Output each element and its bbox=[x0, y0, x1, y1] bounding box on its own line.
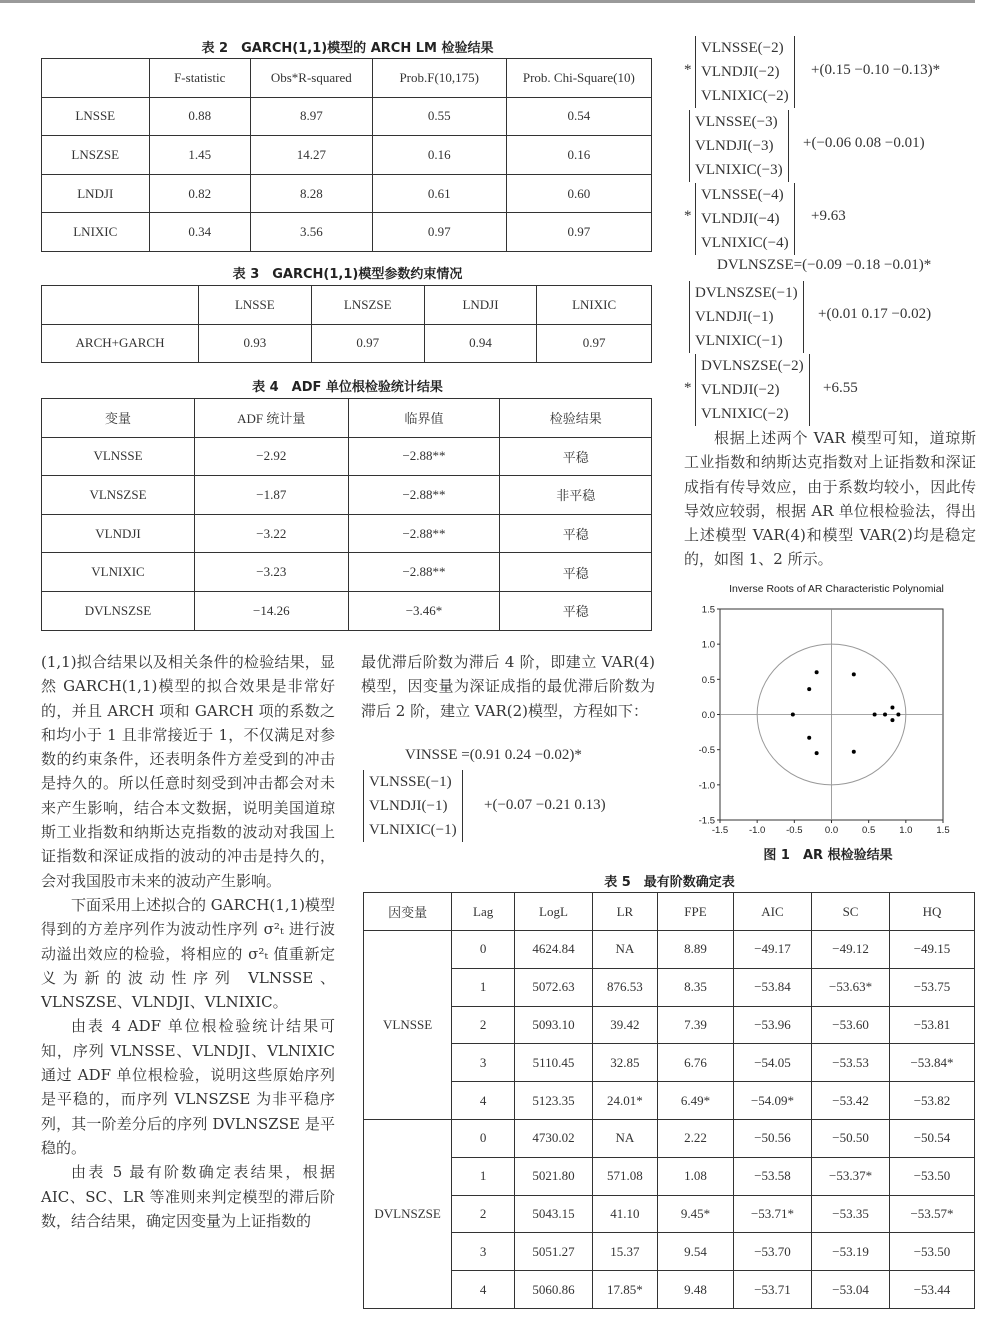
x-tick-label: 1.5 bbox=[936, 825, 950, 836]
matrix-entry: DVLNSZSE(−1) bbox=[695, 285, 798, 301]
x-tick-label: -1.0 bbox=[748, 825, 766, 836]
table-row bbox=[364, 1006, 975, 1044]
column-header: 变量 bbox=[42, 399, 195, 438]
table-cell: 876.53 bbox=[592, 968, 657, 1006]
table-cell: 0.97 bbox=[311, 324, 424, 363]
x-tick-label: -0.5 bbox=[786, 825, 803, 836]
x-tick-label: -1.5 bbox=[711, 825, 729, 836]
table-row bbox=[42, 174, 652, 213]
ar-root-point bbox=[807, 736, 811, 740]
left-paragraph: 下面采用上述拟合的 GARCH(1,1)模型得到的方差序列作为波动性序列 σ²ₜ 进行波动溢出效应的检验，将相应的 σ²ₜ 值重新定义为新的波动性序列 VLNSSE、VLNSZSE、VLNDJI、VLNIXIC。 bbox=[41, 895, 335, 1012]
ar-root-point bbox=[807, 687, 811, 691]
matrix-lag1 bbox=[363, 770, 463, 842]
table-header-row bbox=[42, 59, 652, 98]
matrix-dv-lag1 bbox=[689, 281, 804, 353]
row-label: LNIXIC bbox=[42, 213, 150, 252]
table-cell: −53.63* bbox=[812, 968, 890, 1006]
table-row bbox=[364, 931, 975, 969]
ar-root-point bbox=[815, 751, 819, 755]
table-cell: 1 bbox=[452, 968, 515, 1006]
table-cell: 0.61 bbox=[372, 174, 506, 213]
table-cell: 8.28 bbox=[250, 174, 372, 213]
table-cell: 平稳 bbox=[500, 514, 652, 553]
group-label: DVLNSZSE bbox=[364, 1119, 452, 1308]
table-cell: −53.58 bbox=[733, 1157, 811, 1195]
table-row bbox=[42, 97, 652, 136]
table-cell: −53.82 bbox=[890, 1082, 975, 1120]
top-rule bbox=[0, 0, 975, 3]
table-cell: 5043.15 bbox=[515, 1195, 593, 1233]
table-header-row bbox=[364, 893, 975, 931]
table-cell: −53.42 bbox=[812, 1082, 890, 1120]
table-row bbox=[364, 1044, 975, 1082]
column-header: Lag bbox=[452, 893, 515, 931]
matrix-lag2-coef: +(0.15 −0.10 −0.13)* bbox=[811, 62, 941, 78]
row-label: LNDJI bbox=[42, 174, 150, 213]
table-cell: 0.88 bbox=[149, 97, 250, 136]
table-cell: −53.84* bbox=[890, 1044, 975, 1082]
column-header: LNSSE bbox=[199, 286, 312, 325]
table-cell: 0 bbox=[452, 931, 515, 969]
matrix-lag4 bbox=[695, 183, 795, 255]
table-cell: −2.92 bbox=[195, 437, 349, 476]
table-cell: 0.34 bbox=[149, 213, 250, 252]
table-cell: −50.54 bbox=[890, 1119, 975, 1157]
matrix-entry: VLNIXIC(−2) bbox=[701, 88, 789, 104]
table-cell: −53.60 bbox=[812, 1006, 890, 1044]
table-cell: −50.56 bbox=[733, 1119, 811, 1157]
table-cell: 5072.63 bbox=[515, 968, 593, 1006]
table-row bbox=[364, 1233, 975, 1271]
table-cell: 1.45 bbox=[149, 136, 250, 175]
matrix-lag3 bbox=[689, 110, 789, 182]
matrix-entry: DVLNSZSE(−2) bbox=[701, 358, 804, 374]
matrix-entry: VLNDJI(−2) bbox=[701, 64, 780, 80]
column-header: AIC bbox=[733, 893, 811, 931]
table-cell: 2 bbox=[452, 1006, 515, 1044]
table-cell: −2.88** bbox=[348, 553, 500, 592]
matrix-entry: VLNIXIC(−2) bbox=[701, 406, 789, 422]
table-cell: 5021.80 bbox=[515, 1157, 593, 1195]
column-header: LNIXIC bbox=[537, 286, 652, 325]
row-label: ARCH+GARCH bbox=[42, 324, 199, 363]
matrix-entry: VLNIXIC(−3) bbox=[695, 162, 783, 178]
column-header: 因变量 bbox=[364, 893, 452, 931]
left-paragraph: (1,1)拟合结果以及相关条件的检验结果，显然 GARCH(1,1)模型的拟合效果是非常好的，并且 ARCH 项和 GARCH 项的系数之和均小于 1 且非常接近于 1，不仅满足对参数的约束条件，还表明条件方差受到的冲击是持久的。所以任意时刻受到冲击都会对未来产生影响，结合本文数据，说明美国道琼斯工业指数和纳斯达克指数的波动对我国上证指数和深证成指的波动的冲击是持久的，会对我国股市未来的波动产生影响。 bbox=[41, 653, 335, 890]
table-cell: 39.42 bbox=[592, 1006, 657, 1044]
table-cell: −53.70 bbox=[733, 1233, 811, 1271]
table-cell: 5051.27 bbox=[515, 1233, 593, 1271]
table-cell: −53.71* bbox=[733, 1195, 811, 1233]
table2 bbox=[41, 58, 652, 252]
table-cell: 3.56 bbox=[250, 213, 372, 252]
column-header: LNDJI bbox=[424, 286, 536, 325]
column-header: Prob.F(10,175) bbox=[372, 59, 506, 98]
table-cell: −50.50 bbox=[812, 1119, 890, 1157]
table-cell: −2.88** bbox=[348, 476, 500, 515]
table-cell: 0.82 bbox=[149, 174, 250, 213]
table-cell: 3 bbox=[452, 1044, 515, 1082]
x-tick-label: 1.0 bbox=[899, 825, 913, 836]
ar-root-point bbox=[791, 713, 795, 717]
table-cell: −53.96 bbox=[733, 1006, 811, 1044]
table-cell: 1.08 bbox=[657, 1157, 733, 1195]
table-row bbox=[42, 324, 652, 363]
table-row bbox=[364, 1157, 975, 1195]
table-cell: −1.87 bbox=[195, 476, 349, 515]
table-row bbox=[364, 968, 975, 1006]
table-cell: −53.84 bbox=[733, 968, 811, 1006]
table-cell: −49.17 bbox=[733, 931, 811, 969]
table-cell: −53.44 bbox=[890, 1271, 975, 1309]
row-label: VLNIXIC bbox=[42, 553, 195, 592]
ar-roots-chart bbox=[693, 578, 963, 840]
table-cell: 1 bbox=[452, 1157, 515, 1195]
table-cell: −53.19 bbox=[812, 1233, 890, 1271]
row-label: LNSSE bbox=[42, 97, 150, 136]
table-cell: −3.23 bbox=[195, 553, 349, 592]
table3 bbox=[41, 285, 652, 363]
table-cell: 3 bbox=[452, 1233, 515, 1271]
table2-caption: 表 2 GARCH(1,1)模型的 ARCH LM 检验结果 bbox=[201, 41, 494, 56]
multiply-star: * bbox=[684, 208, 692, 224]
matrix-entry: VLNSSE(−2) bbox=[701, 40, 784, 56]
y-tick-label: -0.5 bbox=[698, 745, 715, 757]
ar-root-point bbox=[890, 718, 894, 722]
table-row bbox=[42, 437, 652, 476]
x-tick-label: 0.0 bbox=[824, 825, 839, 836]
matrix-entry: VLNDJI(−3) bbox=[695, 138, 774, 154]
figure1-caption: 图 1 AR 根检验结果 bbox=[763, 848, 893, 863]
x-tick-label: 0.5 bbox=[862, 825, 876, 836]
ar-root-point bbox=[896, 713, 900, 717]
ar-root-point bbox=[852, 672, 856, 676]
matrix-dv-lag1-coef: +(0.01 0.17 −0.02) bbox=[818, 306, 932, 322]
column-header: Obs*R-squared bbox=[250, 59, 372, 98]
table-cell: 平稳 bbox=[500, 591, 652, 630]
matrix-dv-lag2 bbox=[695, 354, 810, 426]
table-cell: −53.71 bbox=[733, 1271, 811, 1309]
left-paragraph: 由表 5 最有阶数确定表结果，根据 AIC、SC、LR 等准则来判定模型的滞后阶数，结合结果，确定因变量为上证指数的 bbox=[41, 1163, 335, 1230]
table-cell: 14.27 bbox=[250, 136, 372, 175]
column-header bbox=[42, 286, 199, 325]
table-cell: 4730.02 bbox=[515, 1119, 593, 1157]
table-cell: 5060.86 bbox=[515, 1271, 593, 1309]
table-row bbox=[364, 1082, 975, 1120]
matrix-lag4-const: +9.63 bbox=[811, 208, 846, 224]
table-cell: 7.39 bbox=[657, 1006, 733, 1044]
column-header: SC bbox=[812, 893, 890, 931]
table-cell: 6.76 bbox=[657, 1044, 733, 1082]
table-cell: 非平稳 bbox=[500, 476, 652, 515]
table-cell: 15.37 bbox=[592, 1233, 657, 1271]
y-tick-label: 0.5 bbox=[701, 674, 715, 686]
ar-root-point bbox=[852, 750, 856, 754]
table-cell: −49.12 bbox=[812, 931, 890, 969]
chart-title: Inverse Roots of AR Characteristic Polynomial bbox=[729, 583, 944, 595]
matrix-entry: VLNIXIC(−1) bbox=[695, 333, 783, 349]
table-cell: −54.09* bbox=[733, 1082, 811, 1120]
table-row bbox=[364, 1119, 975, 1157]
column-header: LNSZSE bbox=[311, 286, 424, 325]
column-header: F-statistic bbox=[149, 59, 250, 98]
column-header bbox=[42, 59, 150, 98]
table-cell: 0.60 bbox=[506, 174, 651, 213]
table-cell: −53.50 bbox=[890, 1233, 975, 1271]
row-label: VLNSZSE bbox=[42, 476, 195, 515]
table-cell: −53.50 bbox=[890, 1157, 975, 1195]
table-cell: −3.46* bbox=[348, 591, 500, 630]
multiply-star: * bbox=[684, 380, 692, 396]
y-tick-label: 1.5 bbox=[701, 604, 715, 616]
row-label: LNSZSE bbox=[42, 136, 150, 175]
table5 bbox=[363, 892, 975, 1309]
table-cell: 8.97 bbox=[250, 97, 372, 136]
table-cell: −53.57* bbox=[890, 1195, 975, 1233]
table5-caption: 表 5 最有阶数确定表 bbox=[604, 875, 735, 890]
table-cell: 4 bbox=[452, 1271, 515, 1309]
table-cell: −53.35 bbox=[812, 1195, 890, 1233]
table-cell: −53.81 bbox=[890, 1006, 975, 1044]
table-cell: 0.16 bbox=[506, 136, 651, 175]
table-cell: 2 bbox=[452, 1195, 515, 1233]
column-header: HQ bbox=[890, 893, 975, 931]
table-cell: 4 bbox=[452, 1082, 515, 1120]
dvlnszse-equation-head: DVLNSZSE=(−0.09 −0.18 −0.01)* bbox=[717, 257, 932, 273]
matrix-entry: VLNDJI(−4) bbox=[701, 211, 780, 227]
row-label: DVLNSZSE bbox=[42, 591, 195, 630]
multiply-star: * bbox=[684, 62, 692, 78]
matrix-lag1-coef: +(−0.07 −0.21 0.13) bbox=[484, 797, 606, 813]
row-label: VLNSSE bbox=[42, 437, 195, 476]
table-cell: −2.88** bbox=[348, 437, 500, 476]
table4 bbox=[41, 398, 652, 631]
table-cell: 4624.84 bbox=[515, 931, 593, 969]
table-cell: NA bbox=[592, 931, 657, 969]
table-cell: −3.22 bbox=[195, 514, 349, 553]
table-cell: 9.45* bbox=[657, 1195, 733, 1233]
ar-root-point bbox=[883, 713, 887, 717]
table-row bbox=[42, 514, 652, 553]
table-cell: 0.97 bbox=[506, 213, 651, 252]
table-cell: 32.85 bbox=[592, 1044, 657, 1082]
table-cell: −2.88** bbox=[348, 514, 500, 553]
matrix-entry: VLNSSE(−3) bbox=[695, 114, 778, 130]
table-cell: 571.08 bbox=[592, 1157, 657, 1195]
right-column-text bbox=[684, 426, 976, 572]
table-cell: −54.05 bbox=[733, 1044, 811, 1082]
matrix-entry: VLNIXIC(−1) bbox=[369, 822, 457, 838]
table-cell: 0.55 bbox=[372, 97, 506, 136]
column-header: LR bbox=[592, 893, 657, 931]
matrix-entry: VLNSSE(−4) bbox=[701, 187, 784, 203]
y-tick-label: 1.0 bbox=[701, 639, 715, 651]
table-cell: 6.49* bbox=[657, 1082, 733, 1120]
matrix-lag2 bbox=[695, 36, 795, 108]
left-column-text bbox=[41, 650, 335, 1233]
table-cell: 8.35 bbox=[657, 968, 733, 1006]
table-cell: 0.54 bbox=[506, 97, 651, 136]
table-cell: −14.26 bbox=[195, 591, 349, 630]
ar-root-point bbox=[873, 713, 877, 717]
table-cell: 5093.10 bbox=[515, 1006, 593, 1044]
ar-root-point bbox=[890, 705, 894, 709]
middle-paragraph: 最优滞后阶数为滞后 4 阶，即建立 VAR(4)模型，因变量为深证成指的最优滞后阶数为滞后 2 阶，建立 VAR(2)模型，方程如下： bbox=[361, 653, 655, 720]
table-cell: −49.15 bbox=[890, 931, 975, 969]
table-cell: −53.53 bbox=[812, 1044, 890, 1082]
table-cell: 2.22 bbox=[657, 1119, 733, 1157]
table-cell: 17.85* bbox=[592, 1271, 657, 1309]
matrix-entry: VLNDJI(−1) bbox=[695, 309, 774, 325]
table-cell: 24.01* bbox=[592, 1082, 657, 1120]
group-label: VLNSSE bbox=[364, 931, 452, 1120]
left-paragraph: 由表 4 ADF 单位根检验统计结果可知，序列 VLNSSE、VLNDJI、VLNIXIC 通过 ADF 单位根检验，说明这些原始序列是平稳的，而序列 VLNSZSE 为非平稳序列，其一阶差分后的序列 DVLNSZSE 是平稳的。 bbox=[41, 1017, 335, 1157]
table-cell: 41.10 bbox=[592, 1195, 657, 1233]
matrix-entry: VLNSSE(−1) bbox=[369, 774, 452, 790]
table-cell: 0.16 bbox=[372, 136, 506, 175]
table-cell: 0.97 bbox=[372, 213, 506, 252]
table-cell: −53.75 bbox=[890, 968, 975, 1006]
table-cell: 5110.45 bbox=[515, 1044, 593, 1082]
matrix-lag3-coef: +(−0.06 0.08 −0.01) bbox=[803, 135, 925, 151]
column-header: LogL bbox=[515, 893, 593, 931]
table-cell: NA bbox=[592, 1119, 657, 1157]
y-tick-label: -1.0 bbox=[698, 780, 715, 792]
middle-column-text bbox=[361, 650, 655, 723]
table-row bbox=[42, 136, 652, 175]
table-cell: 平稳 bbox=[500, 553, 652, 592]
matrix-dv-lag2-const: +6.55 bbox=[823, 380, 858, 396]
column-header: FPE bbox=[657, 893, 733, 931]
right-paragraph: 根据上述两个 VAR 模型可知，道琼斯工业指数和纳斯达克指数对上证指数和深证成指有传导效应，由于系数均较小，因此传导效应较弱，根据 AR 单位根检验法，得出上述模型 VAR(4)和模型 VAR(2)均是稳定的，如图 1、2 所示。 bbox=[684, 429, 976, 569]
table-header-row bbox=[42, 399, 652, 438]
table-row bbox=[42, 213, 652, 252]
column-header: ADF 统计量 bbox=[195, 399, 349, 438]
y-tick-label: 0.0 bbox=[701, 710, 715, 721]
table-cell: 0.94 bbox=[424, 324, 536, 363]
table4-caption: 表 4 ADF 单位根检验统计结果 bbox=[252, 380, 443, 395]
table-cell: −53.37* bbox=[812, 1157, 890, 1195]
column-header: Prob. Chi-Square(10) bbox=[506, 59, 651, 98]
table-cell: 平稳 bbox=[500, 437, 652, 476]
matrix-entry: VLNIXIC(−4) bbox=[701, 235, 789, 251]
table-cell: 0.97 bbox=[537, 324, 652, 363]
table3-caption: 表 3 GARCH(1,1)模型参数约束情况 bbox=[232, 267, 463, 282]
matrix-entry: VLNDJI(−2) bbox=[701, 382, 780, 398]
ar-roots-chart-svg bbox=[693, 578, 963, 840]
row-label: VLNDJI bbox=[42, 514, 195, 553]
table-cell: 9.48 bbox=[657, 1271, 733, 1309]
table-row bbox=[364, 1271, 975, 1309]
table-cell: 0.93 bbox=[199, 324, 312, 363]
table-cell: −53.04 bbox=[812, 1271, 890, 1309]
table-cell: 9.54 bbox=[657, 1233, 733, 1271]
table-row bbox=[42, 476, 652, 515]
y-tick-label: -1.5 bbox=[698, 815, 715, 827]
table-cell: 5123.35 bbox=[515, 1082, 593, 1120]
table-cell: 8.89 bbox=[657, 931, 733, 969]
table-header-row bbox=[42, 286, 652, 325]
column-header: 临界值 bbox=[348, 399, 500, 438]
matrix-entry: VLNDJI(−1) bbox=[369, 798, 448, 814]
table-row bbox=[42, 553, 652, 592]
table-cell: 0 bbox=[452, 1119, 515, 1157]
table-row bbox=[364, 1195, 975, 1233]
column-header: 检验结果 bbox=[500, 399, 652, 438]
vinsse-equation-head: VINSSE =(0.91 0.24 −0.02)* bbox=[405, 747, 582, 763]
table-row bbox=[42, 591, 652, 630]
ar-root-point bbox=[815, 670, 819, 674]
